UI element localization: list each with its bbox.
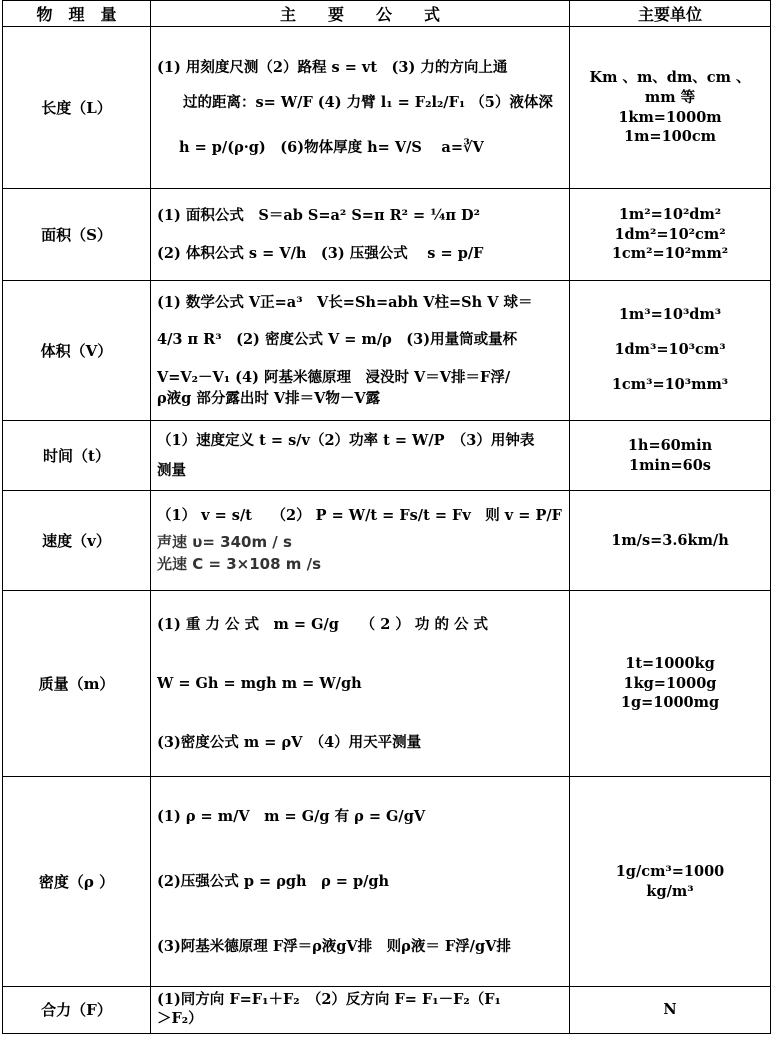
unit-line: 1m³=10³dm³	[618, 306, 722, 324]
quantity-cell: 质量（m）	[3, 591, 151, 777]
header-quantity: 物 理 量	[3, 1, 151, 27]
unit-cell	[570, 189, 771, 281]
unit-line: 1g=1000mg	[620, 694, 720, 712]
unit-cell	[570, 591, 771, 777]
unit-cell	[570, 491, 771, 591]
header-unit: 主要单位	[570, 1, 771, 27]
formula-line: 测量	[157, 461, 186, 479]
formula-line: ρ液g 部分露出时 V排＝V物－V露	[157, 389, 381, 407]
formula-line: （1） v = s/t （2） P = W/t = Fs/t = Fv 则 v = P/F	[157, 507, 562, 525]
table-row	[3, 27, 771, 189]
unit-cell	[570, 281, 771, 421]
formula-line: (2)压强公式 p = ρgh ρ = p/gh	[157, 872, 390, 890]
quantity-cell: 长度（L）	[3, 27, 151, 189]
unit-line: 1kg=1000g	[623, 674, 717, 692]
formula-cell	[151, 491, 570, 591]
formula-line: W = Gh = mgh m = W/gh	[157, 674, 362, 692]
formula-cell	[151, 591, 570, 777]
formula-line: ＞F₂）	[157, 1009, 203, 1027]
header-formula: 主 要 公 式	[151, 1, 570, 27]
quantity-cell: 时间（t）	[3, 421, 151, 491]
quantity-cell: 面积（S）	[3, 189, 151, 281]
formula-cell	[151, 189, 570, 281]
physics-table	[2, 0, 771, 1034]
quantity-cell: 速度（v）	[3, 491, 151, 591]
formula-line: (1) 用刻度尺测（2）路程 s = vt (3) 力的方向上通	[157, 58, 508, 76]
unit-line: 1min=60s	[629, 456, 711, 474]
table-row	[3, 281, 771, 421]
unit-cell	[570, 777, 771, 987]
unit-line: 1m²=10²dm²	[618, 206, 722, 224]
table-row	[3, 189, 771, 281]
formula-line: 声速 υ= 340m / s	[157, 533, 292, 552]
unit-line: Km 、m、dm、cm 、	[589, 69, 751, 87]
quantity-cell: 合力（F）	[3, 987, 151, 1034]
unit-line: 1cm²=10²mm²	[611, 245, 729, 263]
formula-line: (1) 数学公式 V正=a³ V长=Sh=abh V柱=Sh V 球＝	[157, 294, 533, 312]
formula-line: 过的距离：s= W/F (4) 力臂 l₁ = F₂l₂/F₁ （5）液体深	[183, 93, 553, 111]
unit-line: 1h=60min	[627, 436, 713, 454]
unit-line: 1km=1000m	[618, 108, 722, 126]
quantity-cell: 体积（V）	[3, 281, 151, 421]
table-row	[3, 591, 771, 777]
unit-cell	[570, 421, 771, 491]
table-row	[3, 491, 771, 591]
table-row	[3, 421, 771, 491]
unit-cell	[570, 987, 771, 1034]
formula-line: (1) ρ = m/V m = G/g 有 ρ = G/gV	[157, 807, 426, 825]
formula-line: （1）速度定义 t = s/v（2）功率 t = W/P （3）用钟表	[157, 432, 535, 450]
unit-line: mm 等	[644, 88, 696, 106]
unit-line: N	[663, 1001, 677, 1019]
formula-line: (1) 面积公式 S＝ab S=a² S=π R² = ¼π D²	[157, 207, 480, 225]
formula-cell	[151, 281, 570, 421]
unit-line: 1dm³=10³cm³	[614, 341, 726, 359]
unit-line: 1cm³=10³mm³	[611, 375, 729, 393]
formula-line: 光速 C = 3×108 m /s	[157, 555, 322, 573]
formula-line: (2) 体积公式 s = V/h (3) 压强公式 s = p/F	[157, 244, 484, 262]
formula-cell	[151, 987, 570, 1034]
unit-line: 1m/s=3.6km/h	[611, 531, 729, 549]
unit-line: 1t=1000kg	[625, 655, 715, 673]
table-row	[3, 987, 771, 1034]
formula-line: 4/3 π R³ (2) 密度公式 V = m/ρ (3)用量筒或量杯	[157, 331, 518, 349]
formula-line: (1) 重 力 公 式 m = G/g （ 2 ） 功 的 公 式	[157, 615, 489, 633]
formula-cell	[151, 27, 570, 189]
table-row	[3, 777, 771, 987]
formula-line: (3)阿基米德原理 F浮＝ρ液gV排 则ρ液＝ F浮/gV排	[157, 938, 511, 955]
formula-cell	[151, 777, 570, 987]
formula-cell	[151, 421, 570, 491]
formula-line: (1)同方向 F=F₁＋F₂ （2）反方向 F= F₁－F₂（F₁	[157, 991, 501, 1008]
formula-line: V=V₂－V₁ (4) 阿基米德原理 浸没时 V＝V排＝F浮/	[157, 368, 511, 386]
unit-cell	[570, 27, 771, 189]
formula-line: h = p/(ρ·g) (6)物体厚度 h= V/S a=∛V	[179, 139, 484, 156]
unit-line: kg/m³	[646, 882, 694, 900]
unit-line: 1dm²=10²cm²	[614, 225, 726, 243]
formula-line: (3)密度公式 m = ρV （4）用天平测量	[157, 734, 422, 751]
header-row	[3, 1, 771, 27]
quantity-cell: 密度（ρ ）	[3, 777, 151, 987]
unit-line: 1g/cm³=1000	[615, 862, 725, 880]
unit-line: 1m=100cm	[623, 128, 717, 146]
